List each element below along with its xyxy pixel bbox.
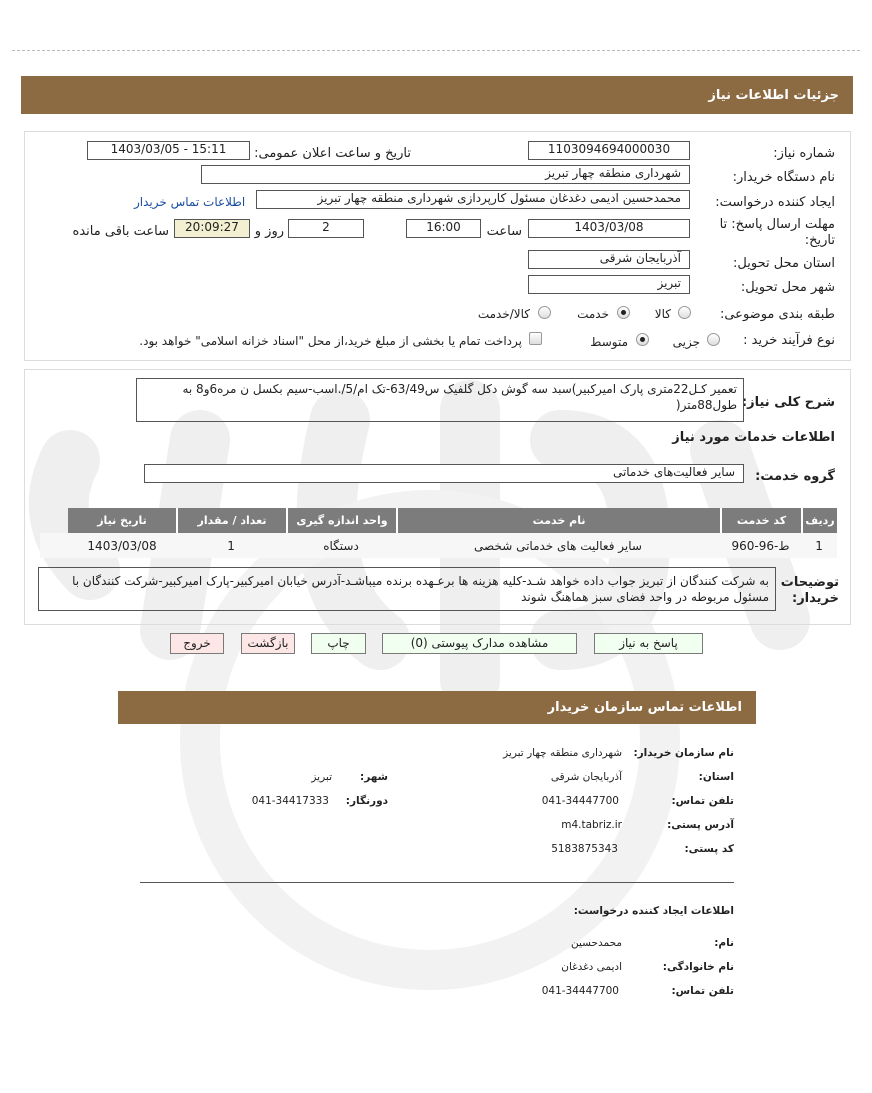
process-radio-minor[interactable]	[707, 333, 720, 346]
buyer-notes-field: به شرکت کنندگان از تبریز جواب داده خواهد شـد-کلیه هزینه ها برعـهده برنده میباشـد-آدرس خیابان امیرکبیر-پارک امیرکبیر-شرکت کنندگان با مسئول مربوطه در واحد فضای سبز هماهنگ شوند	[38, 567, 776, 611]
remaining-time-field: 20:09:27	[174, 219, 250, 238]
buyer-label: نام دستگاه خریدار:	[732, 170, 835, 185]
cell-row: 1	[815, 538, 823, 553]
treasury-payment-note: پرداخت تمام یا بخشی از مبلغ خرید،از محل "اسناد خزانه اسلامی" خواهد بود.	[139, 334, 522, 348]
days-field: 2	[288, 219, 364, 238]
treasury-payment-checkbox[interactable]	[529, 332, 542, 345]
creator-family-value: ادیمی دغدغان	[561, 961, 622, 973]
contact-fax-label: دورنگار:	[345, 795, 388, 807]
category-option-service: خدمت	[577, 307, 609, 321]
table-row	[40, 533, 837, 558]
creator-phone-label: تلفن تماس:	[671, 985, 734, 997]
cell-name: سایر فعالیت های خدماتی شخصی	[474, 538, 642, 553]
creator-label: ایجاد کننده درخواست:	[715, 195, 835, 210]
exit-button[interactable]: خروج	[170, 633, 224, 654]
col-header-row: ردیف	[803, 508, 837, 533]
creator-family-label: نام خانوادگی:	[662, 961, 734, 973]
creator-name-value: محمدحسین	[570, 937, 622, 949]
city-label: شهر محل تحویل:	[740, 280, 835, 295]
contact-postal-value: 5183875343	[551, 843, 618, 855]
cell-date: 1403/03/08	[87, 538, 157, 553]
creator-field: محمدحسین ادیمی دغدغان مسئول کارپردازی شهرداری منطقه چهار تبریز	[256, 190, 690, 209]
service-group-field: سایر فعالیت‌های خدماتی	[144, 464, 744, 483]
contact-fax-value: 041-34417333	[251, 795, 329, 807]
contact-province-label: استان:	[698, 771, 734, 783]
announce-label: تاریخ و ساعت اعلان عمومی:	[254, 146, 411, 161]
contact-header-title: اطلاعات تماس سازمان خریدار	[547, 700, 742, 715]
deadline-time-field: 16:00	[406, 219, 481, 238]
category-option-goods: کالا	[654, 307, 671, 321]
buyer-contact-link[interactable]: اطلاعات تماس خریدار	[134, 195, 246, 209]
print-button[interactable]: چاپ	[311, 633, 366, 654]
contact-city-label: شهر:	[360, 771, 388, 783]
buyer-notes-label: توضیحات خریدار:	[780, 575, 839, 606]
cell-qty: 1	[227, 538, 235, 553]
contact-phone-label: تلفن تماس:	[671, 795, 734, 807]
col-header-date: تاریخ نیاز	[68, 508, 176, 533]
need-number-field: 1103094694000030	[528, 141, 690, 160]
province-field: آذربایجان شرقی	[528, 250, 690, 269]
category-radio-goods[interactable]	[678, 306, 691, 319]
top-divider	[12, 50, 860, 51]
category-option-goods-service: کالا/خدمت	[477, 307, 530, 321]
col-header-qty: تعداد / مقدار	[178, 508, 286, 533]
contact-province-value: آذربایجان شرقی	[550, 771, 622, 783]
creator-section-header: اطلاعات ایجاد کننده درخواست:	[573, 905, 734, 917]
province-label: استان محل تحویل:	[733, 256, 835, 271]
contact-phone-value: 041-34447700	[541, 795, 619, 807]
services-table-header	[40, 508, 837, 533]
back-button[interactable]: بازگشت	[241, 633, 295, 654]
page-header	[21, 76, 853, 114]
process-label: نوع فرآیند خرید :	[743, 333, 835, 348]
creator-name-label: نام:	[714, 937, 734, 949]
cell-code: ط-96-960	[731, 538, 790, 553]
service-group-label: گروه خدمت:	[755, 469, 835, 484]
col-header-code: کد خدمت	[722, 508, 801, 533]
process-option-medium: متوسط	[590, 335, 628, 349]
col-header-unit: واحد اندازه گیری	[288, 508, 396, 533]
buyer-field: شهرداری منطقه چهار تبریز	[201, 165, 690, 184]
process-option-minor: جزیی	[672, 335, 700, 349]
announce-field: 1403/03/05 - 15:11	[87, 141, 250, 160]
col-header-name: نام خدمت	[398, 508, 720, 533]
cell-unit: دستگاه	[323, 538, 359, 553]
remaining-label: ساعت باقی مانده	[72, 224, 169, 239]
description-label: شرح کلی نیاز:	[741, 395, 835, 410]
page-title: جزئیات اطلاعات نیاز	[708, 87, 839, 103]
services-heading: اطلاعات خدمات مورد نیاز	[672, 430, 835, 445]
org-label: نام سازمان خریدار:	[633, 747, 734, 759]
deadline-date-field: 1403/03/08	[528, 219, 690, 238]
contact-address-label: آدرس پستی:	[667, 819, 734, 831]
deadline-label: مهلت ارسال پاسخ: تا تاریخ:	[719, 217, 835, 248]
contact-header	[118, 691, 756, 724]
description-field: تعمیر کـل22متری پارک امیرکبیر)سبد سه گوش دکل گلفیک س63/49-تک ام/5/.اسب-سیم بکسل ن مره6و8 به طول88متر(	[136, 378, 744, 422]
category-radio-goods-service[interactable]	[538, 306, 551, 319]
category-label: طبقه بندی موضوعی:	[719, 307, 835, 322]
contact-address-value: m4.tabriz.ir	[561, 819, 622, 831]
contact-city-value: تبریز	[311, 771, 332, 783]
city-field: تبریز	[528, 275, 690, 294]
need-number-label: شماره نیاز:	[773, 146, 835, 161]
process-radio-medium[interactable]	[636, 333, 649, 346]
org-value: شهرداری منطقه چهار تبریز	[503, 747, 622, 759]
contact-postal-label: کد پستی:	[684, 843, 734, 855]
attachments-button[interactable]: مشاهده مدارک پیوستی (0)	[382, 633, 577, 654]
reply-button[interactable]: پاسخ به نیاز	[594, 633, 703, 654]
creator-phone-value: 041-34447700	[541, 985, 619, 997]
services-table	[40, 508, 837, 558]
days-label: روز و	[254, 224, 284, 239]
deadline-time-label: ساعت	[486, 224, 522, 239]
category-radio-service[interactable]	[617, 306, 630, 319]
contact-divider	[140, 882, 734, 883]
